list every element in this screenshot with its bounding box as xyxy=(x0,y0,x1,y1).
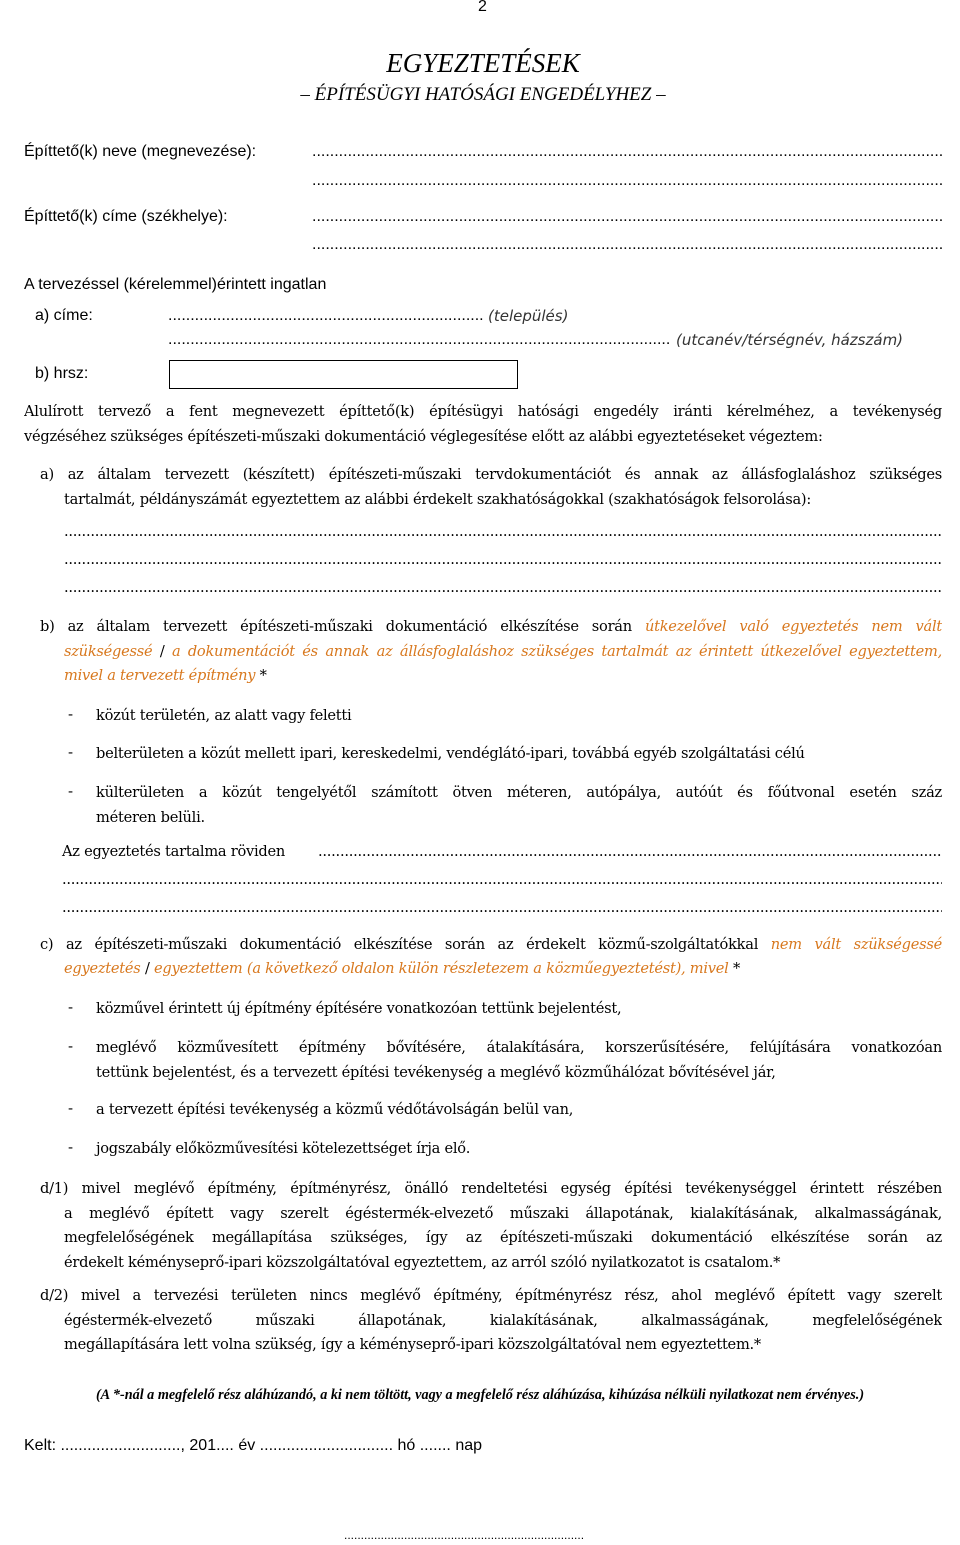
intro-line-1: Alulírott tervező a fent megnevezett építtető(k) építésügyi hatósági engedély iránti kérelméhez, a tevékenység xyxy=(24,403,942,420)
section-d2-line-3: megállapítására lett volna szükség, így a kéményseprő-ipari közszolgáltatóval nem egyeztettem.* xyxy=(64,1336,761,1353)
intro-line-2: végzéséhez szükséges építészeti-műszaki dokumentáció véglegesítése előtt az alábbi egyeztetéseket végeztem: xyxy=(24,428,823,445)
hrsz-input[interactable] xyxy=(169,360,518,389)
list-item-cont: tettünk bejelentést, és a tervezett építési tevékenység a meglévő közműhálózat bővítésével jár, xyxy=(96,1064,776,1081)
utility-option-1-end[interactable]: egyeztetés xyxy=(64,960,141,977)
list-item: külterületen a közút tengelyétől számított ötven méteren, autópálya, autóút és főútvonal esetén száz xyxy=(96,784,942,801)
section-d1-line-1: d/1) mivel meglévő építmény, építményrész, önálló rendeltetési egység építési tevékenységgel érintett részében xyxy=(40,1180,942,1197)
section-b-line-3: mivel a tervezett építmény * xyxy=(64,667,267,684)
list-bullet: - xyxy=(68,998,74,1016)
street-field[interactable] xyxy=(168,331,670,349)
builder-address-field-line2[interactable] xyxy=(312,236,942,254)
road-option-1-end[interactable]: szükségessé xyxy=(64,643,153,660)
builder-name-field-line2[interactable] xyxy=(312,172,942,190)
summary-field-line3[interactable] xyxy=(62,899,942,916)
list-item: meglévő közművesített építmény bővítésére, átalakítására, korszerűsítésére, felújítására vonatkozóan xyxy=(96,1039,942,1056)
year-field[interactable]: , 201.... év xyxy=(180,1437,256,1454)
section-c-line-2: egyeztetés / egyeztettem (a következő oldalon külön részletezem a közműegyeztetést), mivel * xyxy=(64,960,741,977)
settlement-field[interactable] xyxy=(168,307,484,325)
builder-name-label: Építtető(k) neve (megnevezése): xyxy=(24,143,257,160)
page-title: EGYEZTETÉSEK xyxy=(386,48,580,78)
list-bullet: - xyxy=(68,1099,74,1117)
settlement-hint: (település) xyxy=(488,307,569,325)
utility-option-1[interactable]: nem vált szükségessé xyxy=(770,936,942,953)
builder-name-field-line1[interactable] xyxy=(312,143,942,161)
road-option-2-end[interactable]: mivel a tervezett építmény xyxy=(64,667,256,684)
road-option-1[interactable]: útkezelővel való egyeztetés nem vált xyxy=(644,618,942,635)
section-a-line-2: tartalmát, példányszámát egyeztettem az alábbi érdekelt szakhatóságokkal (szakhatóságok felsorolása): xyxy=(64,491,812,508)
list-item-cont: méteren belüli. xyxy=(96,809,205,826)
month-field[interactable]: .............................. xyxy=(259,1437,394,1454)
section-c-line-1: c) az építészeti-műszaki dokumentáció elkészítése során az érdekelt közmű-szolgáltatókkal nem vált szükségessé xyxy=(40,936,942,953)
summary-field-line1[interactable] xyxy=(318,843,942,860)
utility-option-2[interactable]: egyeztettem (a következő oldalon külön részletezem a közműegyeztetést), mivel xyxy=(154,960,729,977)
section-a-line-1: a) az általam tervezett (készített) építészeti-műszaki tervdokumentációt és annak az állásfoglaláshoz szükséges xyxy=(40,466,942,483)
list-bullet: - xyxy=(68,1037,74,1055)
builder-address-field-line1[interactable] xyxy=(312,208,942,226)
list-item: közút területén, az alatt vagy feletti xyxy=(96,707,352,724)
list-item: a tervezett építési tevékenység a közmű védőtávolságán belül van, xyxy=(96,1101,574,1118)
property-label: A tervezéssel (kérelemmel)érintett ingatlan xyxy=(24,276,327,293)
section-d1-line-4: érdekelt kéményseprő-ipari közszolgáltatóval egyeztettem, az arról szóló nyilatkozatot is csatalom.* xyxy=(64,1254,781,1271)
list-bullet: - xyxy=(68,743,74,761)
authorities-field-line3[interactable] xyxy=(64,579,942,596)
list-item: belterületen a közút mellett ipari, kereskedelmi, vendéglátó-ipari, továbbá egyéb szolgáltatási célú xyxy=(96,745,805,762)
section-d2-line-1: d/2) mivel a tervezési területen nincs meglévő építmény, építményrész rész, ahol meglévő épített vagy szerelt xyxy=(40,1287,942,1304)
signature-line[interactable]: ........................................................................ xyxy=(344,1528,585,1542)
list-item: jogszabály előközművesítési kötelezettséget írja elő. xyxy=(96,1140,471,1157)
section-b-line-2: szükségessé / a dokumentációt és annak az állásfoglaláshoz szükséges tartalmát az érintett útkezelővel egyeztettem, xyxy=(64,643,942,660)
list-bullet: - xyxy=(68,705,74,723)
builder-address-label: Építtető(k) címe (székhelye): xyxy=(24,208,228,225)
page-number: 2 xyxy=(478,0,487,15)
list-bullet: - xyxy=(68,782,74,800)
summary-field-line2[interactable] xyxy=(62,871,942,888)
section-d2-line-2: égéstermék-elvezető műszaki állapotának, kialakításának, alkalmasságának, megfelelőségének xyxy=(64,1312,942,1329)
hrsz-label: b) hrsz: xyxy=(35,365,89,382)
day-field[interactable]: ....... xyxy=(419,1437,451,1454)
street-hint: (utcanév/térségnév, házszám) xyxy=(676,331,904,349)
property-address-label: a) címe: xyxy=(35,307,93,324)
place-field[interactable]: ........................... xyxy=(60,1437,181,1454)
road-option-2[interactable]: a dokumentációt és annak az állásfoglaláshoz szükséges tartalmát az érintett útkezelővel egyeztettem, xyxy=(171,643,942,660)
date-line: Kelt: ..........................., 201.... év .............................. hó ....... nap xyxy=(24,1437,483,1454)
validity-footnote: (A *-nál a megfelelő rész aláhúzandó, a ki nem töltött, vagy a megfelelő rész aláhúzása, kihúzása nélküli nyilatkozat nem érvényes.) xyxy=(95,1387,865,1403)
section-d1-line-3: megfelelőségének megállapítása szükséges, így az építészeti-műszaki dokumentáció elkészítése során az xyxy=(64,1229,942,1246)
page-subtitle: – ÉPÍTÉSÜGYI HATÓSÁGI ENGEDÉLYHEZ – xyxy=(300,84,666,105)
list-item: közművel érintett új építmény építésére vonatkozóan tettünk bejelentést, xyxy=(96,1000,622,1017)
authorities-field-line2[interactable] xyxy=(64,551,942,568)
section-b-line-1: b) az általam tervezett építészeti-műszaki dokumentáció elkészítése során útkezelővel való egyeztetés nem vált xyxy=(40,618,942,635)
summary-label: Az egyeztetés tartalma röviden xyxy=(62,843,286,860)
section-d1-line-2: a meglévő épített vagy szerelt égéstermék-elvezető műszaki állapotának, kialakításának, alkalmasságának, xyxy=(64,1205,942,1222)
authorities-field-line1[interactable] xyxy=(64,523,942,540)
list-bullet: - xyxy=(68,1138,74,1156)
